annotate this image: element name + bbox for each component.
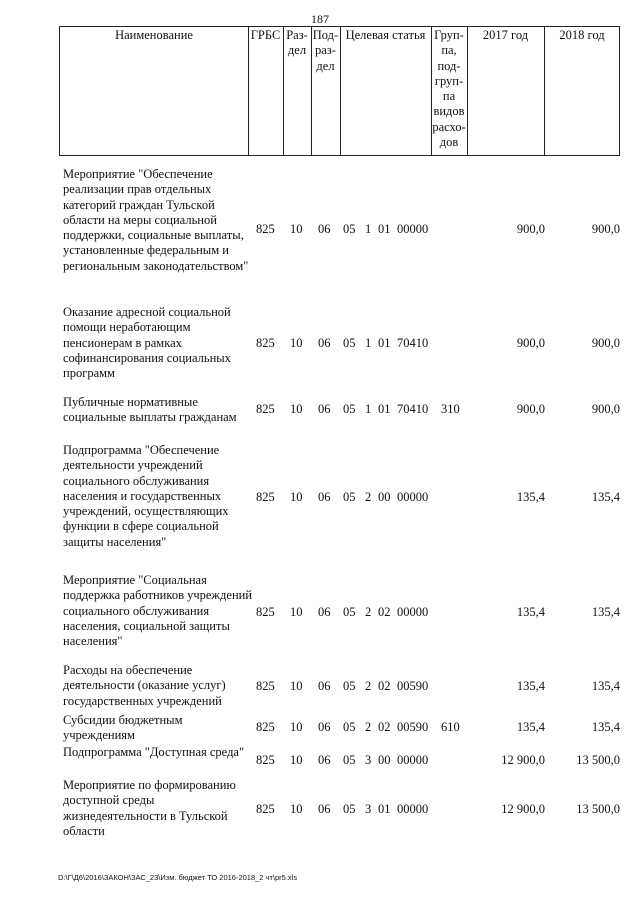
row-article-program: 05 <box>343 605 356 619</box>
row-2018: 900,0 <box>591 402 620 416</box>
row-name: Подпрограмма "Обеспечение деятельности учреждений социального обслуживания населения и государственных учреждений, осуществляющих функции в сфере социальной защиты населения" <box>63 443 229 549</box>
row-article-direction: 00000 <box>397 753 429 767</box>
row-podrazdel: 06 <box>318 402 331 416</box>
row-2017: 12 900,0 <box>501 802 545 816</box>
row-name: Субсидии бюджетным учреждениям <box>63 713 183 743</box>
row-article-event: 02 <box>378 679 391 693</box>
row-article-direction: 00590 <box>397 679 429 693</box>
row-article-event: 02 <box>378 605 391 619</box>
row-grbs: 825 <box>256 490 275 504</box>
column-divider <box>248 26 249 156</box>
row-grbs: 825 <box>256 605 275 619</box>
header-podrazdel: Под- раз- дел <box>312 28 339 73</box>
row-name: Подпрограмма "Доступная среда" <box>63 745 245 759</box>
row-article-program: 05 <box>343 720 356 734</box>
row-article-program: 05 <box>343 222 356 236</box>
row-name: Мероприятие "Социальная поддержка работников учреждений социального обслуживания населения, социальной защиты населения" <box>63 573 253 649</box>
row-2018: 900,0 <box>591 336 620 350</box>
row-article-direction: 70410 <box>397 336 429 350</box>
row-article-event: 01 <box>378 402 391 416</box>
row-grbs: 825 <box>256 679 275 693</box>
row-article-subprogram: 1 <box>365 222 372 236</box>
row-razdel: 10 <box>290 222 303 236</box>
row-article-event: 00 <box>378 490 391 504</box>
row-razdel: 10 <box>290 679 303 693</box>
row-2017: 900,0 <box>516 336 545 350</box>
row-2018: 13 500,0 <box>576 753 620 767</box>
row-razdel: 10 <box>290 336 303 350</box>
row-name: Мероприятие "Обеспечение реализации прав отдельных категорий граждан Тульской области на меры социальной поддержки, социальные выплаты, установленные федеральным и региональным законодательством" <box>63 167 249 273</box>
row-2018: 135,4 <box>591 679 620 693</box>
row-group: 610 <box>441 720 460 734</box>
row-group: 310 <box>441 402 460 416</box>
row-razdel: 10 <box>290 753 303 767</box>
row-podrazdel: 06 <box>318 605 331 619</box>
header-grbs: ГРБС <box>250 28 281 42</box>
row-podrazdel: 06 <box>318 802 331 816</box>
header-article: Целевая статья <box>345 28 426 42</box>
row-article-event: 00 <box>378 753 391 767</box>
row-razdel: 10 <box>290 802 303 816</box>
row-article-subprogram: 2 <box>365 605 372 619</box>
row-grbs: 825 <box>256 402 275 416</box>
row-razdel: 10 <box>290 720 303 734</box>
row-2018: 13 500,0 <box>576 802 620 816</box>
row-grbs: 825 <box>256 753 275 767</box>
row-2017: 135,4 <box>516 605 545 619</box>
header-group: Груп- па, под- груп- па видов расхо- дов <box>432 28 466 150</box>
row-2017: 900,0 <box>516 402 545 416</box>
row-grbs: 825 <box>256 336 275 350</box>
row-2018: 135,4 <box>591 720 620 734</box>
row-article-program: 05 <box>343 336 356 350</box>
row-name: Оказание адресной социальной помощи неработающим пенсионерам в рамках софинансирования социальных программ <box>63 305 231 381</box>
row-2017: 135,4 <box>516 679 545 693</box>
file-path-footer: D:\Г\Д6\2016\ЗАКОН\ЗАС_23\Изм. бюджет ТО 2016-2018_2 чт\pr5.xls <box>58 873 298 882</box>
row-article-event: 01 <box>378 336 391 350</box>
row-2017: 135,4 <box>516 490 545 504</box>
row-2017: 12 900,0 <box>501 753 545 767</box>
row-article-direction: 00000 <box>397 802 429 816</box>
header-name: Наименование <box>115 28 193 42</box>
header-razdel: Раз- дел <box>286 28 308 58</box>
row-podrazdel: 06 <box>318 753 331 767</box>
row-article-program: 05 <box>343 679 356 693</box>
row-article-subprogram: 1 <box>365 402 372 416</box>
row-2018: 900,0 <box>591 222 620 236</box>
row-2018: 135,4 <box>591 490 620 504</box>
row-name: Мероприятие по формированию доступной среды жизнедеятельности в Тульской области <box>63 778 236 838</box>
row-article-subprogram: 3 <box>365 753 372 767</box>
row-article-program: 05 <box>343 490 356 504</box>
row-2017: 900,0 <box>516 222 545 236</box>
row-razdel: 10 <box>290 605 303 619</box>
row-article-direction: 00000 <box>397 605 429 619</box>
row-article-direction: 00590 <box>397 720 429 734</box>
row-razdel: 10 <box>290 402 303 416</box>
row-2018: 135,4 <box>591 605 620 619</box>
row-article-subprogram: 1 <box>365 336 372 350</box>
row-name: Расходы на обеспечение деятельности (оказание услуг) государственных учреждений <box>63 663 226 708</box>
row-article-program: 05 <box>343 753 356 767</box>
row-podrazdel: 06 <box>318 336 331 350</box>
row-razdel: 10 <box>290 490 303 504</box>
header-2017: 2017 год <box>482 28 529 42</box>
row-article-event: 01 <box>378 802 391 816</box>
row-grbs: 825 <box>256 720 275 734</box>
column-divider <box>340 26 341 156</box>
row-article-direction: 00000 <box>397 222 429 236</box>
row-article-direction: 70410 <box>397 402 429 416</box>
row-article-program: 05 <box>343 802 356 816</box>
row-podrazdel: 06 <box>318 222 331 236</box>
row-article-direction: 00000 <box>397 490 429 504</box>
row-article-subprogram: 2 <box>365 679 372 693</box>
row-article-event: 02 <box>378 720 391 734</box>
row-podrazdel: 06 <box>318 679 331 693</box>
row-grbs: 825 <box>256 802 275 816</box>
row-article-subprogram: 2 <box>365 490 372 504</box>
row-podrazdel: 06 <box>318 720 331 734</box>
row-article-subprogram: 3 <box>365 802 372 816</box>
row-article-program: 05 <box>343 402 356 416</box>
page-number: 187 <box>311 12 329 26</box>
row-grbs: 825 <box>256 222 275 236</box>
row-article-subprogram: 2 <box>365 720 372 734</box>
header-2018: 2018 год <box>559 28 605 42</box>
row-article-event: 01 <box>378 222 391 236</box>
row-name: Публичные нормативные социальные выплаты гражданам <box>63 395 237 425</box>
row-podrazdel: 06 <box>318 490 331 504</box>
column-divider <box>467 26 468 156</box>
row-2017: 135,4 <box>516 720 545 734</box>
column-divider <box>544 26 545 156</box>
